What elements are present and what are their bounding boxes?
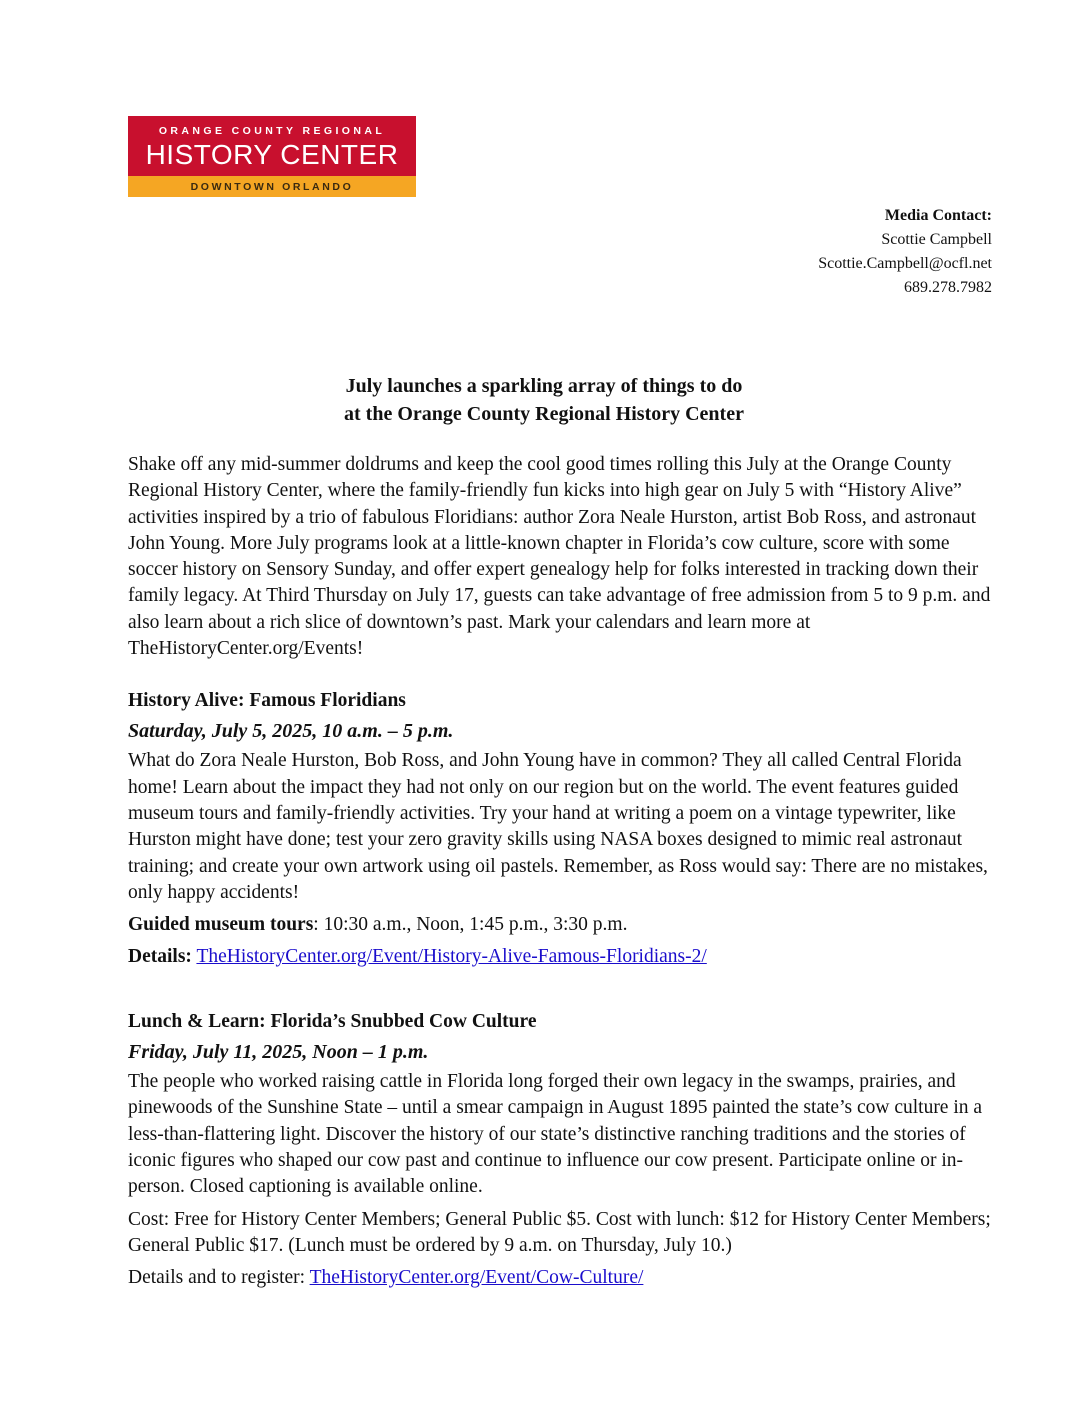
register-line xyxy=(128,1265,996,1291)
media-contact-name: Scottie Campbell xyxy=(881,231,992,248)
event-title: Lunch & Learn: Florida’s Snubbed Cow Culture xyxy=(128,1011,537,1033)
details-line xyxy=(128,944,996,970)
event-date: Saturday, July 5, 2025, 10 a.m. – 5 p.m. xyxy=(128,720,454,743)
cow-culture-register-link[interactable]: TheHistoryCenter.org/Event/Cow-Culture/ xyxy=(309,1267,644,1289)
media-contact-email: Scottie.Campbell@ocfl.net xyxy=(818,255,992,272)
event-lunch-and-learn xyxy=(128,1009,996,1291)
media-contact-label: Media Contact: xyxy=(884,207,992,224)
event-cost: Cost: Free for History Center Members; General Public $5. Cost with lunch: $12 for History Center Members; General Public $17. (Lunch must be ordered by 9 a.m. on Thursday, July 10.) xyxy=(128,1208,991,1256)
logo-title: HISTORY CENTER xyxy=(145,139,399,170)
event-title: History Alive: Famous Floridians xyxy=(128,690,406,712)
history-center-logo xyxy=(128,116,416,197)
register-label: Details and to register: xyxy=(128,1267,310,1289)
media-contact-phone: 689.278.7982 xyxy=(904,279,992,296)
event-history-alive xyxy=(128,688,996,970)
media-contact-block xyxy=(818,204,992,300)
section-spacer xyxy=(128,976,996,1009)
history-alive-details-link[interactable]: TheHistoryCenter.org/Event/History-Alive-Famous-Floridians-2/ xyxy=(196,946,707,968)
logo-red-band xyxy=(128,116,416,176)
intro-paragraph: Shake off any mid-summer doldrums and keep the cool good times rolling this July at the Orange County Regional History Center, where the family-friendly fun kicks into high gear on July 5 with “History Alive” activities inspired by a trio of fabulous Floridians: author Zora Neale Hurston, artist Bob Ross, and astronaut John Young. More July programs look at a little-known chapter in Florida’s cow culture, score with some soccer history on Sensory Sunday, and offer expert genealogy help for folks interested in tracking down their family legacy. At Third Thursday on July 17, guests can take advantage of free admission from 5 to 9 p.m. and also learn about a rich slice of downtown’s past. Mark your calendars and learn more at TheHistoryCenter.org/Events! xyxy=(128,454,991,660)
logo-org-name: ORANGE COUNTY REGIONAL xyxy=(158,125,386,137)
guided-tours-label: Guided museum tours xyxy=(128,914,314,936)
logo-location: DOWNTOWN ORLANDO xyxy=(190,180,354,193)
headline-line-2: at the Orange County Regional History Center xyxy=(344,403,744,425)
event-description: The people who worked raising cattle in Florida long forged their own legacy in the swamps, prairies, and pinewoods of the Sunshine State – until a smear campaign in August 1895 painted the state’s cow culture in a less-than-flattering light. Discover the history of our state’s distinctive ranching traditions and the stories of iconic figures who shaped our cow past and continue to influence our cow present. Participate online or in-person. Closed captioning is available online. xyxy=(128,1071,983,1198)
details-label: Details: xyxy=(128,946,192,968)
headline-line-1: July launches a sparkling array of things to do xyxy=(345,375,743,397)
guided-tours-line xyxy=(128,912,996,938)
logo-gold-band xyxy=(128,176,416,197)
press-release-body xyxy=(128,452,996,1297)
press-release-headline xyxy=(0,372,1088,428)
guided-tours-times: : 10:30 a.m., Noon, 1:45 p.m., 3:30 p.m. xyxy=(313,914,628,936)
event-date: Friday, July 11, 2025, Noon – 1 p.m. xyxy=(128,1041,429,1064)
event-description: What do Zora Neale Hurston, Bob Ross, and John Young have in common? They all called Central Florida home! Learn about the impact they had not only on our region but on the world. The event features guided museum tours and family-friendly activities. Try your hand at writing a poem on a vintage typewriter, like Hurston might have done; test your zero gravity skills using NASA boxes designed to mimic real astronaut training; and create your own artwork using oil pastels. Remember, as Ross would say: There are no mistakes, only happy accidents! xyxy=(128,750,988,903)
